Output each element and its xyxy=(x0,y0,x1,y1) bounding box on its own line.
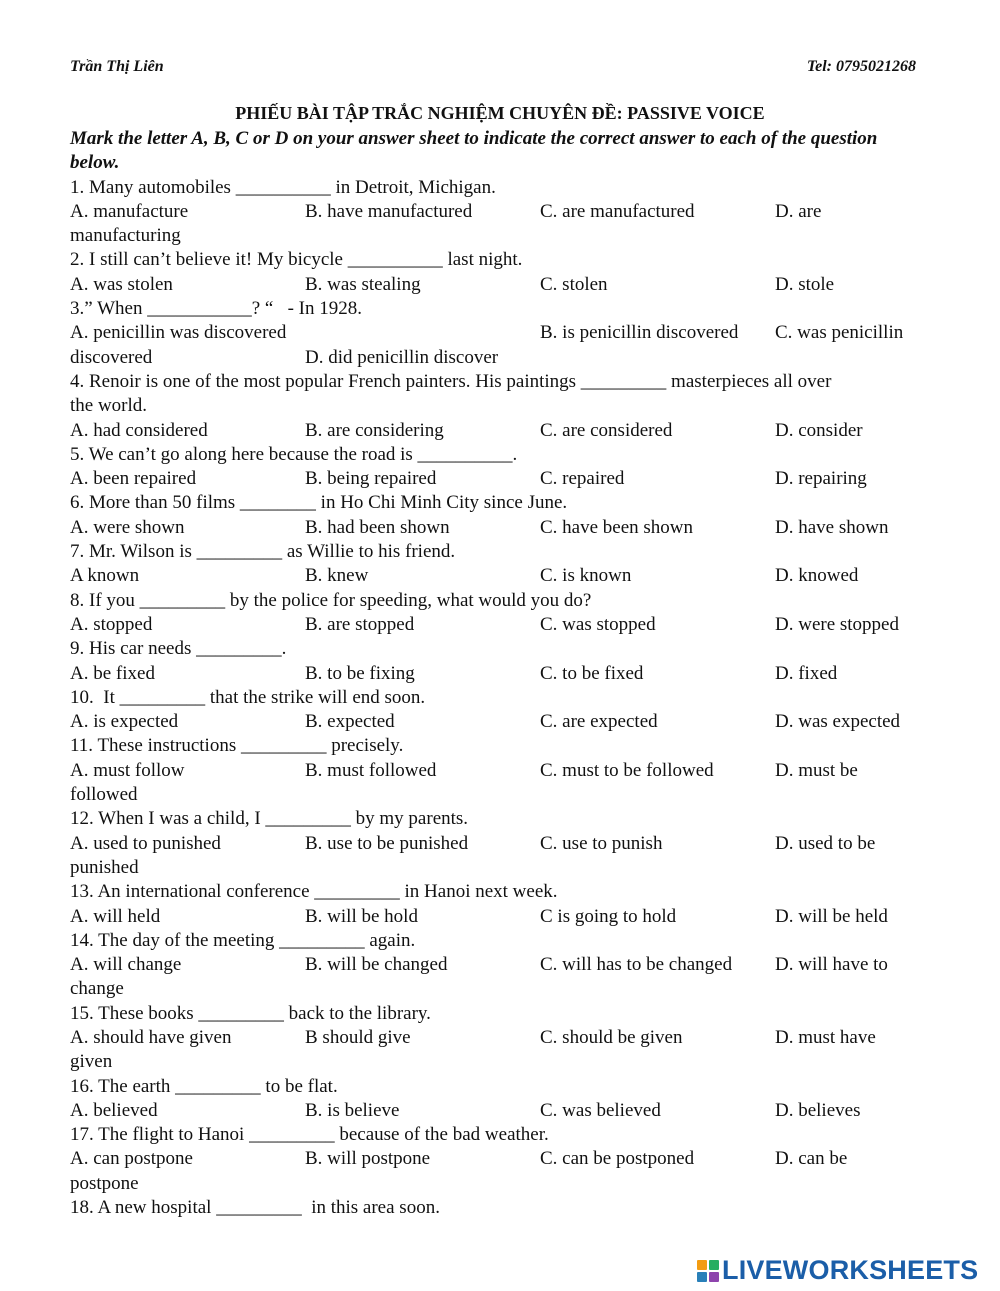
logo-blocks-icon xyxy=(697,1260,719,1282)
option-c[interactable]: C. was stopped xyxy=(540,613,656,635)
answer-options xyxy=(70,1099,920,1123)
option-b[interactable]: B. will postpone xyxy=(305,1148,431,1170)
option-d[interactable]: D. have shown xyxy=(775,516,889,538)
option-d[interactable]: D. knowed xyxy=(775,565,859,587)
question-text: 3.” When ___________? “ - In 1928. xyxy=(70,298,362,320)
page-header xyxy=(70,58,916,76)
answer-options xyxy=(70,273,920,297)
option-c[interactable]: C. repaired xyxy=(540,468,625,490)
option-d[interactable]: D. stole xyxy=(775,273,835,295)
option-b[interactable]: B. are stopped xyxy=(305,613,415,635)
question-text-continued: the world. xyxy=(70,395,148,417)
worksheet-body xyxy=(70,127,920,1220)
option-d[interactable]: D. did penicillin discover xyxy=(305,346,499,368)
question-text: 8. If you _________ by the police for speeding, what would you do? xyxy=(70,589,592,611)
answer-options xyxy=(70,200,920,224)
answer-options xyxy=(70,321,920,345)
option-a[interactable]: A. will change xyxy=(70,954,182,976)
option-b[interactable]: B. knew xyxy=(305,565,369,587)
option-a[interactable]: A. manufacture xyxy=(70,200,189,222)
answer-options xyxy=(70,710,920,734)
question-text: 12. When I was a child, I _________ by my parents. xyxy=(70,808,469,830)
question-text: 10. It _________ that the strike will end soon. xyxy=(70,686,426,708)
question-text: 11. These instructions _________ precisely. xyxy=(70,735,404,757)
answer-options xyxy=(70,759,920,783)
question-text: 16. The earth _________ to be flat. xyxy=(70,1075,338,1097)
option-c[interactable]: C. must to be followed xyxy=(540,759,714,781)
option-b[interactable]: B. will be hold xyxy=(305,905,418,927)
option-d[interactable]: D. are xyxy=(775,200,822,222)
option-c[interactable]: C. stolen xyxy=(540,273,608,295)
option-d[interactable]: D. repairing xyxy=(775,468,867,490)
option-c[interactable]: C is going to hold xyxy=(540,905,677,927)
option-d[interactable]: D. must be xyxy=(775,759,858,781)
option-c[interactable]: C. are manufactured xyxy=(540,200,695,222)
option-b[interactable]: B. is penicillin discovered xyxy=(540,322,739,344)
option-a[interactable]: A known xyxy=(70,565,140,587)
answer-options xyxy=(70,832,920,856)
option-continuation: discovered xyxy=(70,346,153,368)
option-c[interactable]: C. will has to be changed xyxy=(540,954,733,976)
option-continuation: punished xyxy=(70,856,139,878)
option-a[interactable]: A. used to punished xyxy=(70,832,221,854)
option-a[interactable]: A. been repaired xyxy=(70,468,197,490)
option-c[interactable]: C. was believed xyxy=(540,1099,661,1121)
answer-options xyxy=(70,662,920,686)
option-d[interactable]: D. believes xyxy=(775,1099,861,1121)
answer-options xyxy=(70,1026,920,1050)
option-b[interactable]: B should give xyxy=(305,1026,411,1048)
phone-number: Tel: 0795021268 xyxy=(806,58,916,75)
option-continuation: postpone xyxy=(70,1172,139,1194)
option-a[interactable]: A. believed xyxy=(70,1099,158,1121)
option-d[interactable]: D. will have to xyxy=(775,954,888,976)
option-c[interactable]: C. can be postponed xyxy=(540,1148,695,1170)
answer-options xyxy=(70,564,920,588)
option-b[interactable]: B. have manufactured xyxy=(305,200,473,222)
option-c[interactable]: C. should be given xyxy=(540,1026,683,1048)
option-a[interactable]: A. is expected xyxy=(70,711,179,733)
liveworksheets-logo xyxy=(697,1255,978,1286)
worksheet-title: PHIẾU BÀI TẬP TRẮC NGHIỆM CHUYÊN ĐỀ: PASSIVE VOICE xyxy=(235,103,765,123)
option-d[interactable]: D. fixed xyxy=(775,662,838,684)
option-a[interactable]: A. were shown xyxy=(70,516,185,538)
option-d[interactable]: D. will be held xyxy=(775,905,888,927)
option-c[interactable]: C. are expected xyxy=(540,711,658,733)
option-a[interactable]: A. was stolen xyxy=(70,273,173,295)
logo-block xyxy=(697,1272,707,1282)
option-d[interactable]: D. was expected xyxy=(775,711,901,733)
option-a[interactable]: A. stopped xyxy=(70,613,153,635)
option-c[interactable]: C. are considered xyxy=(540,419,673,441)
question-text: 7. Mr. Wilson is _________ as Willie to his friend. xyxy=(70,541,456,563)
option-continuation: followed xyxy=(70,784,138,806)
answer-options-continued xyxy=(70,346,920,370)
option-a[interactable]: A. be fixed xyxy=(70,662,155,684)
question-text: 2. I still can’t believe it! My bicycle __________ last night. xyxy=(70,249,523,271)
answer-options xyxy=(70,419,920,443)
option-c[interactable]: C. is known xyxy=(540,565,632,587)
option-b[interactable]: B. had been shown xyxy=(305,516,450,538)
option-d[interactable]: D. used to be xyxy=(775,832,876,854)
option-a[interactable]: A. will held xyxy=(70,905,161,927)
option-b[interactable]: B. must followed xyxy=(305,759,437,781)
answer-options xyxy=(70,467,920,491)
option-d[interactable]: D. must have xyxy=(775,1026,876,1048)
logo-block xyxy=(697,1260,707,1270)
option-a[interactable]: A. penicillin was discovered xyxy=(70,322,287,344)
logo-block xyxy=(709,1260,719,1270)
brand-name: LIVEWORKSHEETS xyxy=(722,1255,979,1285)
option-a[interactable]: A. can postpone xyxy=(70,1148,193,1170)
option-a[interactable]: A. must follow xyxy=(70,759,185,781)
option-b[interactable]: B. use to be punished xyxy=(305,832,469,854)
option-continuation: manufacturing xyxy=(70,225,181,247)
option-a[interactable]: A. had considered xyxy=(70,419,208,441)
instruction-text: Mark the letter A, B, C or D on your answer sheet to indicate the correct answer to each of the question below. xyxy=(70,128,878,174)
option-b[interactable]: B. being repaired xyxy=(305,468,437,490)
question-text: 13. An international conference _________ in Hanoi next week. xyxy=(70,881,558,903)
logo-block xyxy=(709,1272,719,1282)
question-text: 18. A new hospital _________ in this area soon. xyxy=(70,1197,440,1219)
question-text: 5. We can’t go along here because the road is __________. xyxy=(70,443,518,465)
answer-options xyxy=(70,1147,920,1171)
question-text: 14. The day of the meeting _________ again. xyxy=(70,929,416,951)
option-c[interactable]: C. have been shown xyxy=(540,516,694,538)
question-text: 9. His car needs _________. xyxy=(70,638,287,660)
author-name: Trần Thị Liên xyxy=(70,58,164,75)
option-d[interactable]: D. were stopped xyxy=(775,613,899,635)
option-b[interactable]: B. is believe xyxy=(305,1099,400,1121)
option-b[interactable]: B. are considering xyxy=(305,419,444,441)
option-b[interactable]: B. expected xyxy=(305,711,395,733)
option-b[interactable]: B. to be fixing xyxy=(305,662,415,684)
question-text: 6. More than 50 films ________ in Ho Chi Minh City since June. xyxy=(70,492,568,514)
option-b[interactable]: B. was stealing xyxy=(305,273,421,295)
option-continuation: given xyxy=(70,1051,113,1073)
option-c[interactable]: C. use to punish xyxy=(540,832,663,854)
answer-options xyxy=(70,905,920,929)
question-text: 1. Many automobiles __________ in Detroit, Michigan. xyxy=(70,176,496,198)
option-continuation: change xyxy=(70,978,124,1000)
option-a[interactable]: A. should have given xyxy=(70,1026,232,1048)
answer-options xyxy=(70,613,920,637)
option-b[interactable]: B. will be changed xyxy=(305,954,448,976)
answer-options xyxy=(70,953,920,977)
question-text: 15. These books _________ back to the library. xyxy=(70,1002,431,1024)
answer-options xyxy=(70,516,920,540)
question-text: 17. The flight to Hanoi _________ because of the bad weather. xyxy=(70,1124,549,1146)
option-d[interactable]: D. consider xyxy=(775,419,863,441)
option-c[interactable]: C. to be fixed xyxy=(540,662,644,684)
option-d[interactable]: D. can be xyxy=(775,1148,848,1170)
option-c[interactable]: C. was penicillin xyxy=(775,322,904,344)
question-text: 4. Renoir is one of the most popular French painters. His paintings _________ masterpieces all over xyxy=(70,370,832,392)
